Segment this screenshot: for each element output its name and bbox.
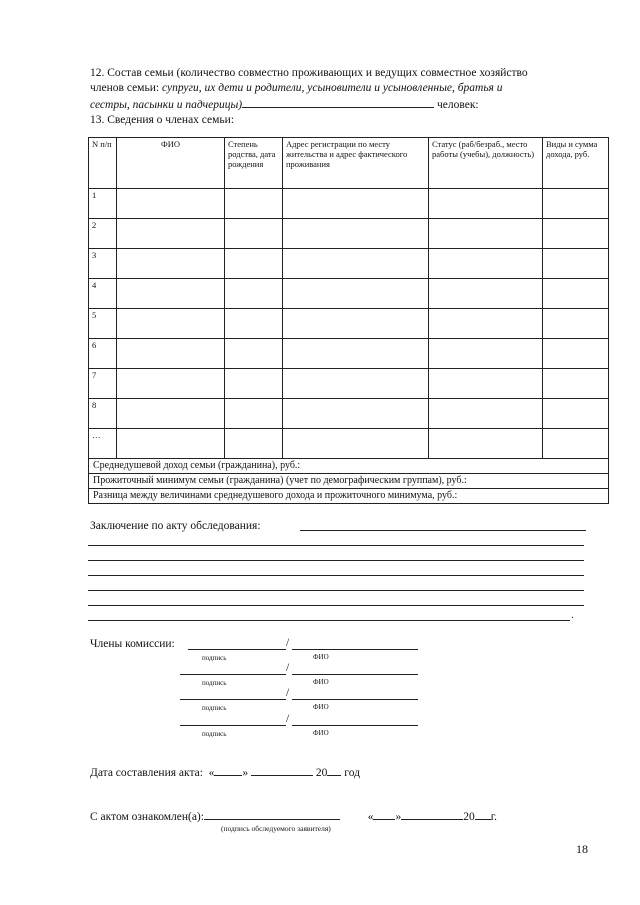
table-footer-row — [89, 489, 609, 504]
fio-cell[interactable] — [117, 249, 225, 279]
signature-caption: подпись — [202, 654, 227, 662]
family-count-field[interactable] — [242, 96, 434, 108]
status-cell[interactable] — [429, 189, 543, 219]
address-cell[interactable] — [283, 369, 429, 399]
signature-caption: подпись — [202, 704, 227, 712]
table-footer-row — [89, 459, 609, 474]
date-of-act-line — [90, 764, 360, 781]
fio-caption: ФИО — [313, 703, 329, 711]
relation-cell[interactable] — [225, 249, 283, 279]
table-row — [89, 339, 609, 369]
fio-cell[interactable] — [117, 309, 225, 339]
act-year-field[interactable] — [327, 764, 341, 776]
commission-fio-field[interactable] — [292, 649, 418, 650]
conclusion-line[interactable] — [88, 590, 584, 591]
table-row — [89, 189, 609, 219]
separator-slash: / — [286, 713, 290, 725]
status-cell[interactable] — [429, 249, 543, 279]
table-row — [89, 219, 609, 249]
relation-cell[interactable] — [225, 369, 283, 399]
income-cell[interactable] — [543, 219, 609, 249]
separator-slash: / — [286, 637, 290, 649]
relation-cell[interactable] — [225, 309, 283, 339]
table-row — [89, 429, 609, 459]
year-prefix: 20 — [315, 767, 328, 779]
commission-label: Члены комиссии: — [90, 638, 175, 650]
commission-signature-field[interactable] — [188, 649, 286, 650]
year-suffix: год — [344, 767, 360, 779]
applicant-signature-caption: (подпись обследуемого заявителя) — [221, 824, 331, 833]
col-header-address: Адрес регистрации по месту жительства и адрес фактического проживания — [283, 138, 429, 189]
commission-signature-field[interactable] — [180, 674, 286, 675]
commission-signature-field[interactable] — [180, 699, 286, 700]
act-month-field[interactable] — [251, 764, 313, 776]
section-12-line2-italic: супруги, их дети и родители, усыновители и усыновленные, братья и — [161, 82, 503, 94]
table-header-row — [89, 138, 609, 189]
family-members-table — [88, 137, 609, 504]
row-number: 5 — [89, 309, 117, 339]
act-day-field[interactable] — [214, 764, 242, 776]
relation-cell[interactable] — [225, 429, 283, 459]
income-cell[interactable] — [543, 339, 609, 369]
col-header-status: Статус (раб/безраб., место работы (учебы), должность) — [429, 138, 543, 189]
year-prefix: 20 — [463, 811, 475, 823]
conclusion-label: Заключение по акту обследования: — [90, 520, 261, 532]
page-number: 18 — [576, 842, 588, 856]
income-cell[interactable] — [543, 399, 609, 429]
table-row — [89, 399, 609, 429]
ack-year-field[interactable] — [475, 808, 491, 820]
quote-open: « — [208, 767, 215, 779]
conclusion-line[interactable] — [88, 620, 570, 621]
status-cell[interactable] — [429, 399, 543, 429]
address-cell[interactable] — [283, 189, 429, 219]
section-12-text — [90, 66, 610, 128]
address-cell[interactable] — [283, 399, 429, 429]
conclusion-line[interactable] — [88, 560, 584, 561]
relation-cell[interactable] — [225, 189, 283, 219]
status-cell[interactable] — [429, 429, 543, 459]
col-header-relation: Степень родства, дата рождения — [225, 138, 283, 189]
signature-caption: подпись — [202, 679, 227, 687]
row-number: 7 — [89, 369, 117, 399]
fio-cell[interactable] — [117, 429, 225, 459]
year-suffix: г. — [490, 811, 498, 823]
fio-caption: ФИО — [313, 678, 329, 686]
income-cell[interactable] — [543, 189, 609, 219]
fio-caption: ФИО — [313, 729, 329, 737]
quote-open: « — [367, 811, 374, 823]
conclusion-line[interactable] — [88, 575, 584, 576]
status-cell[interactable] — [429, 219, 543, 249]
col-header-number: N п/п — [89, 138, 117, 189]
fio-caption: ФИО — [313, 653, 329, 661]
section-12-line2-plain: членов семьи: — [90, 82, 162, 94]
address-cell[interactable] — [283, 339, 429, 369]
relation-cell[interactable] — [225, 279, 283, 309]
status-cell[interactable] — [429, 369, 543, 399]
signature-caption: подпись — [202, 730, 227, 738]
acquainted-label: С актом ознакомлен(а): — [90, 811, 204, 823]
commission-fio-field[interactable] — [292, 699, 418, 700]
conclusion-line[interactable] — [88, 545, 584, 546]
address-cell[interactable] — [283, 429, 429, 459]
table-footer-row — [89, 474, 609, 489]
relation-cell[interactable] — [225, 219, 283, 249]
income-cell[interactable] — [543, 249, 609, 279]
ack-day-field[interactable] — [373, 808, 395, 820]
status-cell[interactable] — [429, 279, 543, 309]
col-header-fio: ФИО — [117, 138, 225, 189]
acquainted-line — [90, 808, 497, 825]
date-of-act-label: Дата составления акта: — [90, 767, 203, 779]
income-cell[interactable] — [543, 309, 609, 339]
row-number: 2 — [89, 219, 117, 249]
subsistence-minimum-label: Прожиточный минимум семьи (гражданина) (учет по демографическим группам), руб.: — [89, 474, 609, 489]
table-row — [89, 279, 609, 309]
row-number: 1 — [89, 189, 117, 219]
address-cell[interactable] — [283, 219, 429, 249]
table-row — [89, 309, 609, 339]
fio-cell[interactable] — [117, 189, 225, 219]
row-number: 3 — [89, 249, 117, 279]
col-header-income: Виды и сумма дохода, руб. — [543, 138, 609, 189]
relation-cell[interactable] — [225, 399, 283, 429]
row-number: 4 — [89, 279, 117, 309]
address-cell[interactable] — [283, 249, 429, 279]
row-number: 6 — [89, 339, 117, 369]
applicant-signature-field[interactable] — [204, 808, 340, 820]
separator-slash: / — [286, 687, 290, 699]
address-cell[interactable] — [283, 309, 429, 339]
fio-cell[interactable] — [117, 339, 225, 369]
avg-income-label: Среднедушевой доход семьи (гражданина), руб.: — [89, 459, 609, 474]
fio-cell[interactable] — [117, 399, 225, 429]
income-cell[interactable] — [543, 369, 609, 399]
fio-cell[interactable] — [117, 219, 225, 249]
row-number: 8 — [89, 399, 117, 429]
section-12-suffix: человек: — [434, 99, 479, 111]
commission-fio-field[interactable] — [292, 674, 418, 675]
conclusion-field[interactable] — [300, 530, 586, 531]
income-difference-label: Разница между величинами среднедушевого дохода и прожиточного минимума, руб.: — [89, 489, 609, 504]
row-number: … — [89, 429, 117, 459]
fio-cell[interactable] — [117, 369, 225, 399]
section-12-line1: 12. Состав семьи (количество совместно проживающих и ведущих совместное хозяйство — [90, 67, 528, 79]
ack-month-field[interactable] — [401, 808, 463, 820]
conclusion-end-mark: . — [571, 609, 574, 621]
status-cell[interactable] — [429, 309, 543, 339]
section-13-title: 13. Сведения о членах семьи: — [90, 114, 235, 126]
income-cell[interactable] — [543, 429, 609, 459]
commission-signature-field[interactable] — [180, 725, 286, 726]
conclusion-line[interactable] — [88, 605, 584, 606]
separator-slash: / — [286, 662, 290, 674]
status-cell[interactable] — [429, 339, 543, 369]
fio-cell[interactable] — [117, 279, 225, 309]
section-12-line3-italic: сестры, пасынки и падчерицы) — [90, 99, 243, 111]
relation-cell[interactable] — [225, 339, 283, 369]
address-cell[interactable] — [283, 279, 429, 309]
table-row — [89, 369, 609, 399]
quote-close: » — [242, 767, 249, 779]
table-row — [89, 249, 609, 279]
quote-close: » — [395, 811, 402, 823]
commission-fio-field[interactable] — [292, 725, 418, 726]
income-cell[interactable] — [543, 279, 609, 309]
